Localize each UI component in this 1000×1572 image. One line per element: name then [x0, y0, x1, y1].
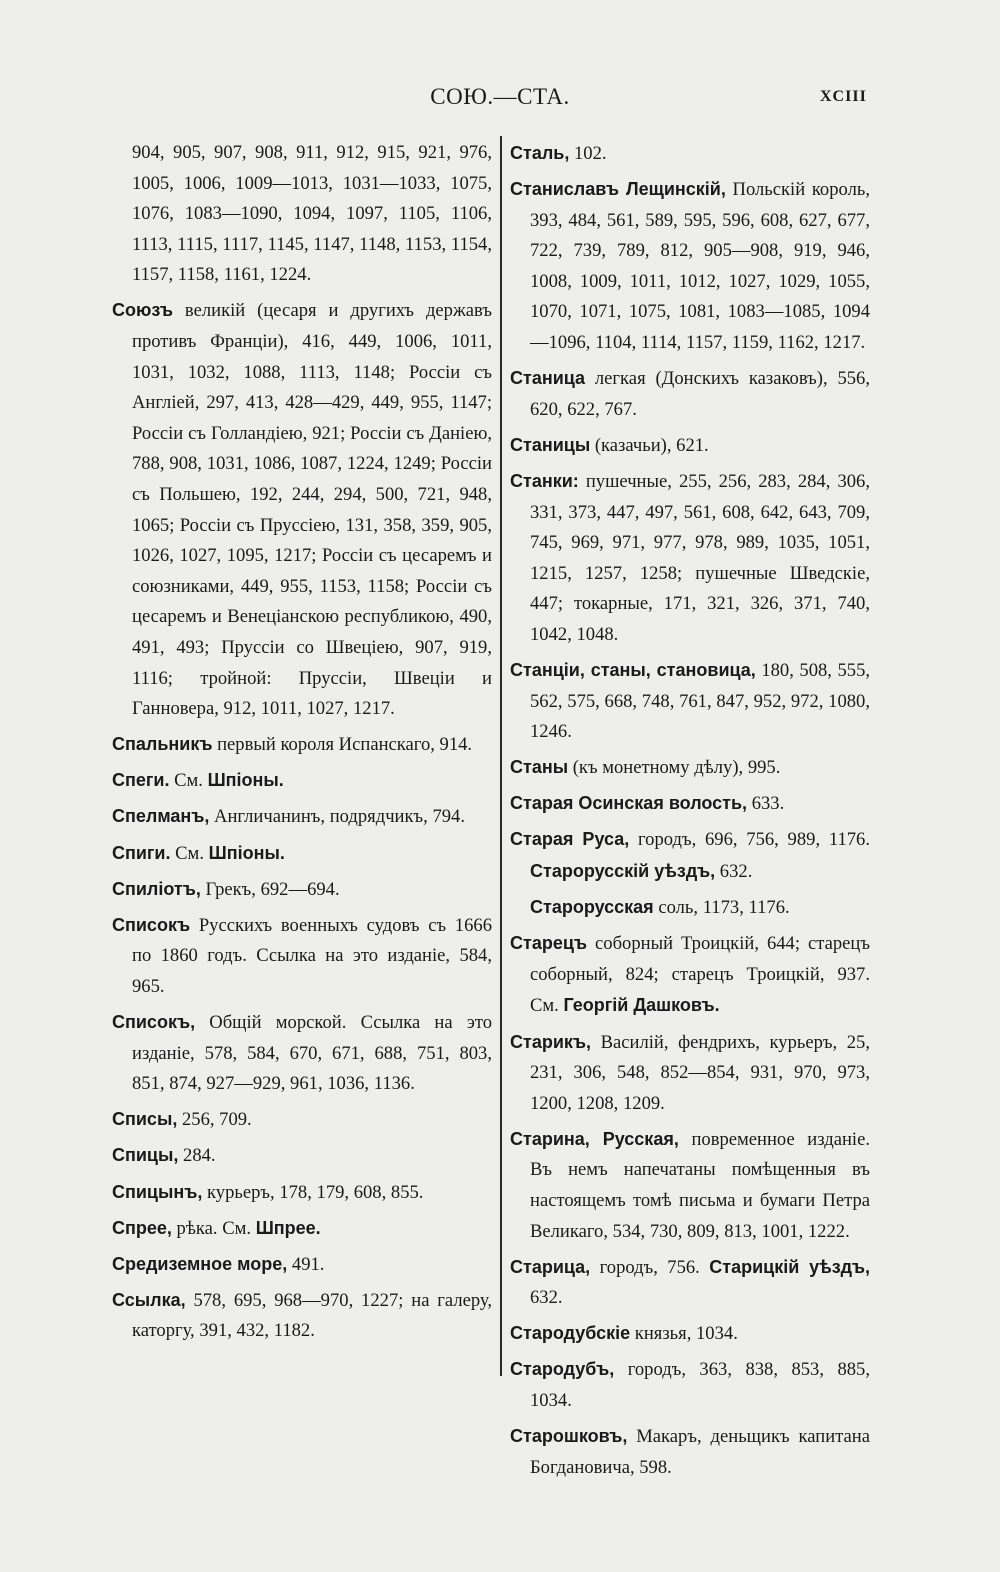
index-entry: [112, 1177, 492, 1209]
index-entry: [112, 1007, 492, 1100]
index-entry: [510, 1318, 870, 1350]
entry-references-tail: 632.: [715, 861, 753, 883]
entry-headword: Спальникъ: [112, 734, 213, 755]
entry-cross-reference: Шпіоны.: [207, 770, 284, 791]
entry-headword: Списокъ,: [112, 1012, 196, 1033]
entry-references: 578, 695, 968—970, 1227; на галеру, каторгу, 391, 432, 1182.: [132, 1289, 492, 1342]
entry-headword: Спиліотъ,: [112, 878, 201, 899]
entry-references: городъ, 363, 838, 853, 885, 1034.: [530, 1359, 870, 1412]
entry-headword: Ссылка,: [112, 1289, 186, 1310]
entry-references: Англичанинъ, подрядчикъ, 794.: [209, 806, 465, 828]
index-entry: [112, 295, 492, 724]
index-entry: [510, 363, 870, 425]
column-divider: [500, 136, 502, 1376]
entry-headword: Стародубскіе: [510, 1323, 631, 1344]
entry-references: пушечные, 255, 256, 283, 284, 306, 331, 373, 447, 497, 561, 608, 642, 643, 709, 745, 969, 971, 977, 978, 989, 1035, 1051, 1215, 1257, 1258; пушечные Шведскіе, 447; токарные, 171, 321, 326, 371, 740, 1042, 1048.: [530, 470, 870, 645]
entry-references: 633.: [747, 793, 785, 815]
entry-references: 102.: [569, 143, 607, 164]
index-entry: [112, 910, 492, 1003]
index-entry: [510, 892, 870, 924]
index-entry: [112, 1140, 492, 1172]
entry-headword: Спрее,: [112, 1217, 172, 1238]
entry-headword: Станціи, станы, становица,: [510, 660, 756, 680]
entry-references: повременное изданіе. Въ немъ напечатаны помѣщенныя въ настоящемъ томѣ письма и бумаги Петра Великаго, 534, 730, 809, 813, 1001, 1222.: [530, 1128, 871, 1242]
index-entry: [112, 1213, 492, 1245]
index-entry: [510, 1421, 870, 1483]
index-entry: [510, 1252, 870, 1314]
entry-headword: Старица,: [510, 1256, 591, 1277]
entry-references: Грекъ, 692—694.: [200, 878, 340, 900]
index-entry: [510, 788, 870, 820]
entry-references: См.: [170, 842, 209, 864]
index-entry: [510, 138, 870, 170]
right-index-column: [510, 138, 870, 1488]
entry-references: первый короля Испанскаго, 914.: [212, 734, 473, 756]
entry-references: соль, 1173, 1176.: [653, 897, 790, 919]
entry-references: Польскій король, 393, 484, 561, 589, 595, 596, 608, 627, 677, 722, 739, 789, 812, 905—908, 919, 946, 1008, 1009, 1011, 1012, 1027, 1029, 1055, 1070, 1071, 1075, 1081, 1083—1085, 1094—1096, 1104, 1114, 1157, 1159, 1162, 1217.: [530, 179, 870, 354]
entry-references: Василій, фендрихъ, курьеръ, 25, 231, 306, 548, 852—854, 931, 970, 973, 1200, 1208, 1209.: [530, 1031, 870, 1114]
entry-references: 180, 508, 555, 562, 575, 668, 748, 761, 847, 952, 972, 1080, 1246.: [530, 660, 871, 743]
index-entry: [510, 824, 870, 887]
index-entry: [112, 838, 492, 870]
entry-headword: Спицынъ,: [112, 1181, 203, 1202]
entry-headword: Старая Руса,: [510, 829, 630, 850]
entry-headword: Средиземное море,: [112, 1253, 288, 1274]
entry-references: городъ, 696, 756, 989, 1176.: [629, 829, 870, 851]
entry-headword: Станицы: [510, 434, 591, 455]
entry-references: Русскихъ военныхъ судовъ съ 1666 по 1860 годъ. Ссылка на это изданіе, 584, 965.: [132, 914, 492, 997]
entry-headword: Спицы,: [112, 1145, 179, 1166]
index-entry: [112, 729, 492, 761]
entry-headword: Списы,: [112, 1109, 178, 1130]
entry-headword: Спиги.: [112, 842, 171, 863]
entry-references: (къ монетному дѣлу), 995.: [568, 757, 781, 779]
entry-headword: Станы: [510, 757, 569, 778]
index-entry: [112, 138, 492, 291]
entry-headword: Станки:: [510, 470, 579, 491]
entry-headword: Старецъ: [510, 933, 588, 954]
entry-cross-reference: Шпрее.: [255, 1217, 321, 1238]
entry-references: 491.: [287, 1253, 325, 1275]
index-entry: [112, 765, 492, 797]
entry-headword: Старина, Русская,: [510, 1128, 679, 1149]
page-number: XCIII: [820, 88, 867, 105]
entry-headword: Союзъ: [112, 300, 173, 321]
entry-references: городъ, 756.: [590, 1256, 710, 1278]
entry-headword: Спелманъ,: [112, 806, 210, 827]
index-entry: [510, 430, 870, 462]
entry-headword: Старошковъ,: [510, 1426, 628, 1447]
entry-references: См.: [169, 770, 208, 792]
entry-cross-reference: Старорусскій уѣздъ,: [530, 861, 716, 882]
entry-headword: Станиславъ Лещинскій,: [510, 179, 726, 200]
index-entry: [510, 174, 870, 359]
index-entry: [510, 928, 870, 1022]
entry-cross-reference: Шпіоны.: [208, 842, 285, 863]
entry-headword: Старорусская: [530, 897, 654, 918]
index-entry: [510, 1354, 870, 1416]
entry-headword: Сталь,: [510, 143, 570, 163]
entry-references: князья, 1034.: [630, 1323, 738, 1345]
page-header-title: СОЮ.—СТА.: [430, 84, 570, 109]
entry-references-tail: 632.: [530, 1287, 563, 1309]
entry-headword: Старикъ,: [510, 1031, 592, 1052]
index-entry: [112, 801, 492, 833]
entry-headword: Спеги.: [112, 770, 170, 791]
index-entry: [112, 1249, 492, 1281]
entry-references: курьеръ, 178, 179, 608, 855.: [202, 1181, 424, 1203]
entry-references: соборный Троицкій, 644; старецъ соборный, 824; старецъ Троицкій, 937. См.: [530, 933, 870, 1017]
index-entry: [112, 1285, 492, 1347]
entry-references: Общій морской. Ссылка на это изданіе, 578, 584, 670, 671, 688, 751, 803, 851, 874, 927—929, 961, 1036, 1136.: [132, 1012, 492, 1095]
entry-references: великій (цесаря и другихъ державъ противъ Франціи), 416, 449, 1006, 1011, 1031, 1032, 1088, 1113, 1148; Россіи съ Англіей, 297, 413, 428—429, 449, 955, 1147; Россіи съ Голландіею, 921; Россіи съ Даніею, 788, 908, 1031, 1086, 1087, 1224, 1249; Россіи съ Польшею, 192, 244, 294, 500, 721, 948, 1065; Россіи съ Пруссіею, 131, 358, 359, 905, 1026, 1027, 1095, 1217; Россіи съ цесаремъ и союзниками, 449, 955, 1153, 1158; Россіи съ цесаремъ и Венеціанскою республикою, 490, 491, 493; Пруссіи со Швеціею, 907, 919, 1116; тройной: Пруссіи, Швеціи и Ганновера, 912, 1011, 1027, 1217.: [132, 300, 492, 720]
entry-cross-reference: Георгій Дашковъ.: [563, 995, 720, 1016]
index-entry: [510, 466, 870, 651]
index-entry: [112, 1104, 492, 1136]
entry-references: рѣка. См.: [171, 1217, 256, 1239]
entry-cross-reference: Старицкій уѣздъ,: [709, 1256, 870, 1277]
entry-headword: Станица: [510, 368, 586, 389]
entry-headword: Списокъ: [112, 914, 191, 935]
index-entry: [510, 655, 870, 748]
entry-references: 256, 709.: [177, 1109, 252, 1131]
entry-headword: Старая Осинская волость,: [510, 793, 748, 814]
entry-references: 904, 905, 907, 908, 911, 912, 915, 921, 976, 1005, 1006, 1009—1013, 1031—1033, 1075, 1076, 1083—1090, 1094, 1097, 1105, 1106, 1113, 1115, 1117, 1145, 1147, 1148, 1153, 1154, 1157, 1158, 1161, 1224.: [132, 142, 492, 286]
index-entry: [510, 1124, 870, 1247]
index-entry: [510, 1027, 870, 1120]
index-entry: [112, 874, 492, 906]
entry-references: легкая (Донскихъ казаковъ), 556, 620, 622, 767.: [530, 368, 870, 420]
entry-references: 284.: [178, 1145, 216, 1167]
left-index-column: [112, 138, 492, 1351]
entry-headword: Стародубъ,: [510, 1359, 615, 1380]
index-entry: [510, 752, 870, 784]
entry-references: (казачьи), 621.: [590, 434, 709, 456]
entry-references: Макаръ, деньщикъ капитана Богдановича, 598.: [530, 1426, 870, 1478]
